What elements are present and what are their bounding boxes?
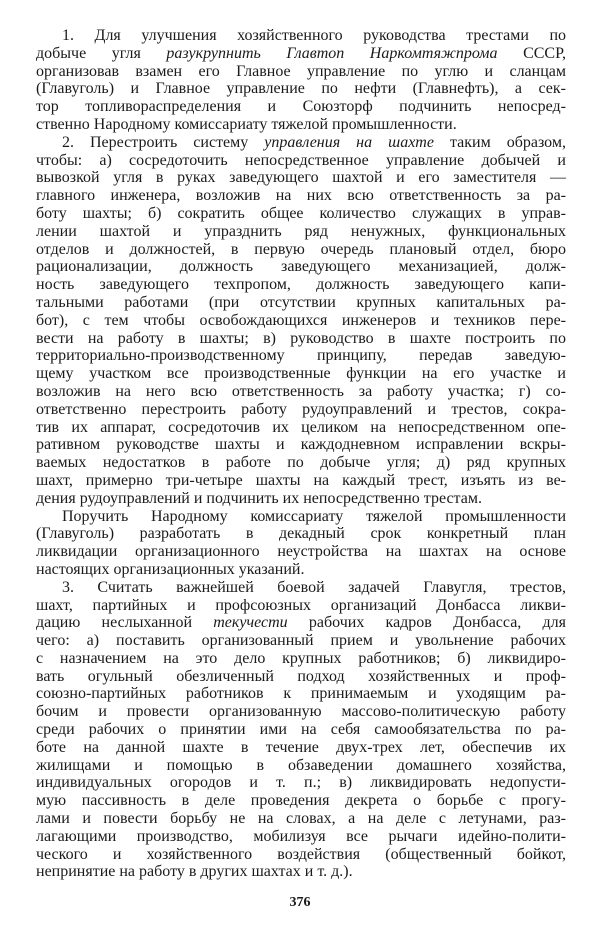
text-segment: вать огульный обезличенный подход хозяйственных и проф-: [36, 667, 566, 685]
emphasized-text: разукрупнить Главтоп Наркомтяжпрома: [166, 44, 498, 62]
text-segment: (Главуголь) разработать в декадный срок конкретный план: [36, 525, 566, 543]
text-segment: таким образом,: [433, 133, 566, 151]
text-line: [36, 846, 566, 864]
text-line: [36, 454, 566, 472]
text-segment: среди рабочих о принятии ими на себя самообязательства по ра-: [36, 721, 566, 739]
text-segment: территориально-производственному принципу, передав заведую-: [36, 347, 566, 365]
text-segment: ваемых недостатков в работе по добыче угля; д) ряд крупных: [36, 454, 566, 472]
text-segment: союзно-партийных работников к принимаемым и уходящим ра-: [36, 685, 566, 703]
text-line: [36, 650, 566, 668]
text-line: [36, 685, 566, 703]
text-segment: ответственно перестроить работу рудоуправлений и трестов, сокра-: [36, 400, 566, 418]
text-segment: СССР,: [497, 44, 566, 62]
text-line: [36, 721, 566, 739]
text-line: [36, 508, 566, 526]
text-line: [36, 63, 566, 81]
text-line: [36, 739, 566, 757]
text-line: [36, 703, 566, 721]
text-line: [36, 401, 566, 419]
text-segment: рационализации, должность заведующего механизацией, долж-: [36, 258, 566, 276]
text-segment: ственно Народному комиссариату тяжелой промышленности.: [36, 115, 457, 133]
text-segment: ликвидации организационного неустройства на шахтах на основе: [36, 543, 566, 561]
text-segment: вывозкой угля в руках заведующего шахтой и его заместителя —: [36, 169, 566, 187]
text-line: [36, 116, 566, 134]
text-segment: возложив на него всю ответственность за работу участка; г) со-: [36, 382, 566, 400]
text-segment: чего: а) поставить организованный прием и увольнение рабочих: [36, 632, 566, 650]
text-line: [36, 757, 566, 775]
text-segment: дения рудоуправлений и подчинить их непосредственно трестам.: [36, 489, 482, 507]
text-line: [36, 792, 566, 810]
text-line: [36, 134, 566, 152]
text-line: [36, 330, 566, 348]
text-segment: бочим и провести организованную массово-политическую работу: [36, 703, 566, 721]
text-segment: отделов и должностей, в первую очередь плановый отдел, бюро: [36, 240, 566, 258]
text-line: [36, 365, 566, 383]
text-segment: настоящих организационных указаний.: [36, 560, 305, 578]
text-segment: организовав взамен его Главное управление по углю и сланцам: [36, 62, 566, 80]
text-segment: Поручить Народному комиссариату тяжелой промышленности: [62, 507, 566, 525]
text-segment: добыче угля: [36, 44, 167, 62]
text-line: [36, 169, 566, 187]
text-line: [36, 152, 566, 170]
text-segment: шахт, примерно три-четыре шахты на каждый трест, изъять из ве-: [36, 471, 566, 489]
text-segment: дацию неслыханной: [36, 614, 214, 632]
text-line: [36, 27, 566, 45]
text-segment: ческого и хозяйственного воздействия (общественный бойкот,: [36, 845, 566, 863]
text-segment: 2. Перестроить систему: [62, 133, 265, 151]
paragraph: [36, 134, 566, 508]
text-segment: тор топливораспределения и Союзторф подчинить непосред-: [36, 98, 566, 116]
document-body: [36, 27, 566, 881]
text-segment: рабочих кадров Донбасса, для: [287, 614, 566, 632]
page-number: 376: [289, 895, 311, 910]
text-line: [36, 561, 566, 579]
paragraph: [36, 27, 566, 134]
text-line: [36, 241, 566, 259]
emphasized-text: текучести: [213, 614, 288, 632]
text-segment: мую пассивность в деле проведения декрета о борьбе с прогу-: [36, 792, 566, 810]
text-line: [36, 579, 566, 597]
text-line: [36, 347, 566, 365]
text-line: [36, 543, 566, 561]
text-line: [36, 614, 566, 632]
text-line: [36, 223, 566, 241]
text-line: [36, 490, 566, 508]
paragraph: [36, 508, 566, 579]
text-segment: вести на работу в шахты; в) руководство в шахте построить по: [36, 329, 566, 347]
text-line: [36, 258, 566, 276]
text-line: [36, 810, 566, 828]
text-line: [36, 525, 566, 543]
text-segment: боте на данной шахте в течение двух-трех лет, обеспечив их: [36, 738, 566, 756]
text-line: [36, 828, 566, 846]
text-line: [36, 383, 566, 401]
text-segment: (Главуголь) и Главное управление по нефти (Главнефть), а сек-: [36, 80, 566, 98]
text-segment: жилищами и помощью в обзаведении домашнего хозяйства,: [36, 756, 566, 774]
text-line: [36, 436, 566, 454]
text-line: [36, 294, 566, 312]
text-segment: главного инженера, возложив на них всю ответственность за ра-: [36, 187, 566, 205]
text-line: [36, 472, 566, 490]
text-segment: боту шахты; б) сократить общее количество служащих в управ-: [36, 204, 566, 222]
text-segment: ность заведующего техпропом, должность заведующего капи-: [36, 276, 566, 294]
text-segment: 3. Считать важнейшей боевой задачей Главугля, трестов,: [62, 578, 566, 596]
paragraph: [36, 579, 566, 882]
text-segment: лагающими производство, мобилизуя все рычаги идейно-полити-: [36, 827, 566, 845]
text-line: [36, 45, 566, 63]
text-line: [36, 419, 566, 437]
text-line: [36, 863, 566, 881]
text-segment: тальными работами (при отсутствии крупных капитальных ра-: [36, 293, 566, 311]
text-segment: индивидуальных огородов и т. п.; в) ликвидировать недопусти-: [36, 774, 566, 792]
text-segment: лами и повести борьбу не на словах, а на деле с летунами, раз-: [36, 810, 566, 828]
text-line: [36, 312, 566, 330]
text-segment: бот), с тем чтобы освобождающихся инженеров и техников пере-: [36, 311, 566, 329]
text-segment: с назначением на это дело крупных работников; б) ликвидиро-: [36, 649, 566, 667]
text-segment: тив их аппарат, сосредоточив их целиком на непосредственном опе-: [36, 418, 566, 436]
text-segment: ративном руководстве шахты и каждодневном исправлении вскры-: [36, 436, 566, 454]
text-segment: лении шахтой и упразднить ряд ненужных, функциональных: [36, 222, 566, 240]
text-line: [36, 597, 566, 615]
text-line: [36, 98, 566, 116]
text-segment: чтобы: а) сосредоточить непосредственное управление добычей и: [36, 151, 566, 169]
text-line: [36, 205, 566, 223]
text-line: [36, 80, 566, 98]
text-segment: 1. Для улучшения хозяйственного руководства трестами по: [62, 27, 566, 44]
text-segment: щему участком все производственные функции на его участке и: [36, 365, 566, 383]
text-line: [36, 276, 566, 294]
text-segment: шахт, партийных и профсоюзных организаций Донбасса ликви-: [36, 596, 566, 614]
text-line: [36, 774, 566, 792]
emphasized-text: управления на шахте: [264, 133, 434, 151]
text-segment: непринятие на работу в других шахтах и т. д.).: [36, 863, 353, 881]
text-line: [36, 187, 566, 205]
text-line: [36, 632, 566, 650]
text-line: [36, 668, 566, 686]
